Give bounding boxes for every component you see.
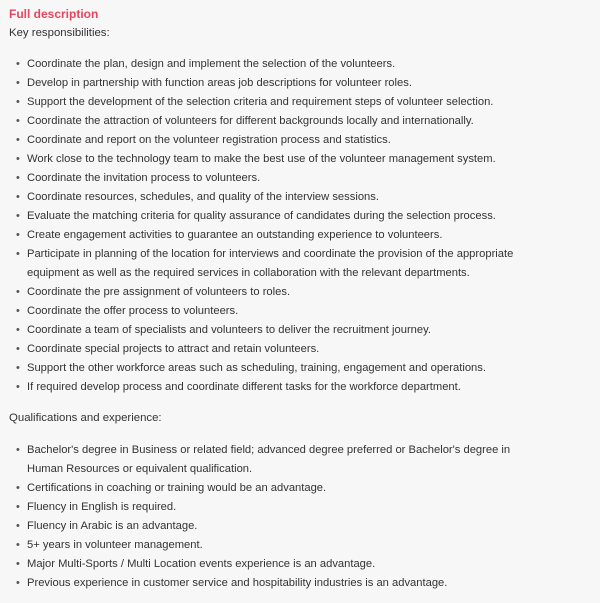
responsibilities-list: [9, 55, 600, 397]
bullet-icon: •: [16, 501, 20, 513]
qualifications-heading: Qualifications and experience:: [9, 412, 162, 424]
list-item: • Coordinate the plan, design and implement the selection of the volunteers.: [9, 55, 549, 74]
list-item: • Work close to the technology team to make the best use of the volunteer management system.: [9, 150, 549, 169]
list-item: • Coordinate resources, schedules, and quality of the interview sessions.: [9, 188, 549, 207]
bullet-icon: •: [16, 381, 20, 393]
list-item: • Previous experience in customer service and hospitability industries is an advantage.: [9, 574, 549, 593]
bullet-icon: •: [16, 77, 20, 89]
bullet-icon: •: [16, 343, 20, 355]
list-item: • Coordinate special projects to attract and retain volunteers.: [9, 340, 549, 359]
list-item: • Certifications in coaching or training would be an advantage.: [9, 479, 549, 498]
key-responsibilities-heading: Key responsibilities:: [9, 27, 110, 39]
bullet-icon: •: [16, 96, 20, 108]
list-item: • Coordinate the pre assignment of volunteers to roles.: [9, 283, 549, 302]
bullet-icon: •: [16, 172, 20, 184]
list-item: • 5+ years in volunteer management.: [9, 536, 549, 555]
list-item: • Fluency in Arabic is an advantage.: [9, 517, 549, 536]
bullet-icon: •: [16, 115, 20, 127]
list-item: • Support the development of the selection criteria and requirement steps of volunteer selection.: [9, 93, 549, 112]
bullet-icon: •: [16, 444, 20, 456]
list-item: • Coordinate the offer process to volunteers.: [9, 302, 549, 321]
list-item: • Develop in partnership with function areas job descriptions for volunteer roles.: [9, 74, 549, 93]
bullet-icon: •: [16, 134, 20, 146]
bullet-icon: •: [16, 362, 20, 374]
bullet-icon: •: [16, 210, 20, 222]
bullet-icon: •: [16, 229, 20, 241]
list-item: • Coordinate a team of specialists and volunteers to deliver the recruitment journey.: [9, 321, 549, 340]
bullet-icon: •: [16, 520, 20, 532]
list-item: • Fluency in English is required.: [9, 498, 549, 517]
list-item: • Coordinate the attraction of volunteers for different backgrounds locally and internationally.: [9, 112, 549, 131]
bullet-icon: •: [16, 305, 20, 317]
list-item: • Coordinate the invitation process to volunteers.: [9, 169, 549, 188]
qualifications-list: [9, 441, 600, 593]
bullet-icon: •: [16, 324, 20, 336]
list-item: • Support the other workforce areas such as scheduling, training, engagement and operations.: [9, 359, 549, 378]
bullet-icon: •: [16, 191, 20, 203]
bullet-icon: •: [16, 153, 20, 165]
full-description-title: Full description: [9, 7, 99, 21]
bullet-icon: •: [16, 58, 20, 70]
list-item: • Coordinate and report on the volunteer registration process and statistics.: [9, 131, 549, 150]
list-item: • Create engagement activities to guarantee an outstanding experience to volunteers.: [9, 226, 549, 245]
list-item: • Major Multi-Sports / Multi Location events experience is an advantage.: [9, 555, 549, 574]
bullet-icon: •: [16, 286, 20, 298]
bullet-icon: •: [16, 248, 20, 260]
bullet-icon: •: [16, 482, 20, 494]
list-item: • If required develop process and coordinate different tasks for the workforce department.: [9, 378, 549, 397]
list-item: • Evaluate the matching criteria for quality assurance of candidates during the selection process.: [9, 207, 549, 226]
bullet-icon: •: [16, 539, 20, 551]
list-item: • Bachelor's degree in Business or related field; advanced degree preferred or Bachelor's degree in Human Resources or equivalent qualification.: [9, 441, 549, 479]
bullet-icon: •: [16, 577, 20, 589]
bullet-icon: •: [16, 558, 20, 570]
list-item: • Participate in planning of the location for interviews and coordinate the provision of the appropriate equipment as well as the required services in collaboration with the relevant departments.: [9, 245, 549, 283]
